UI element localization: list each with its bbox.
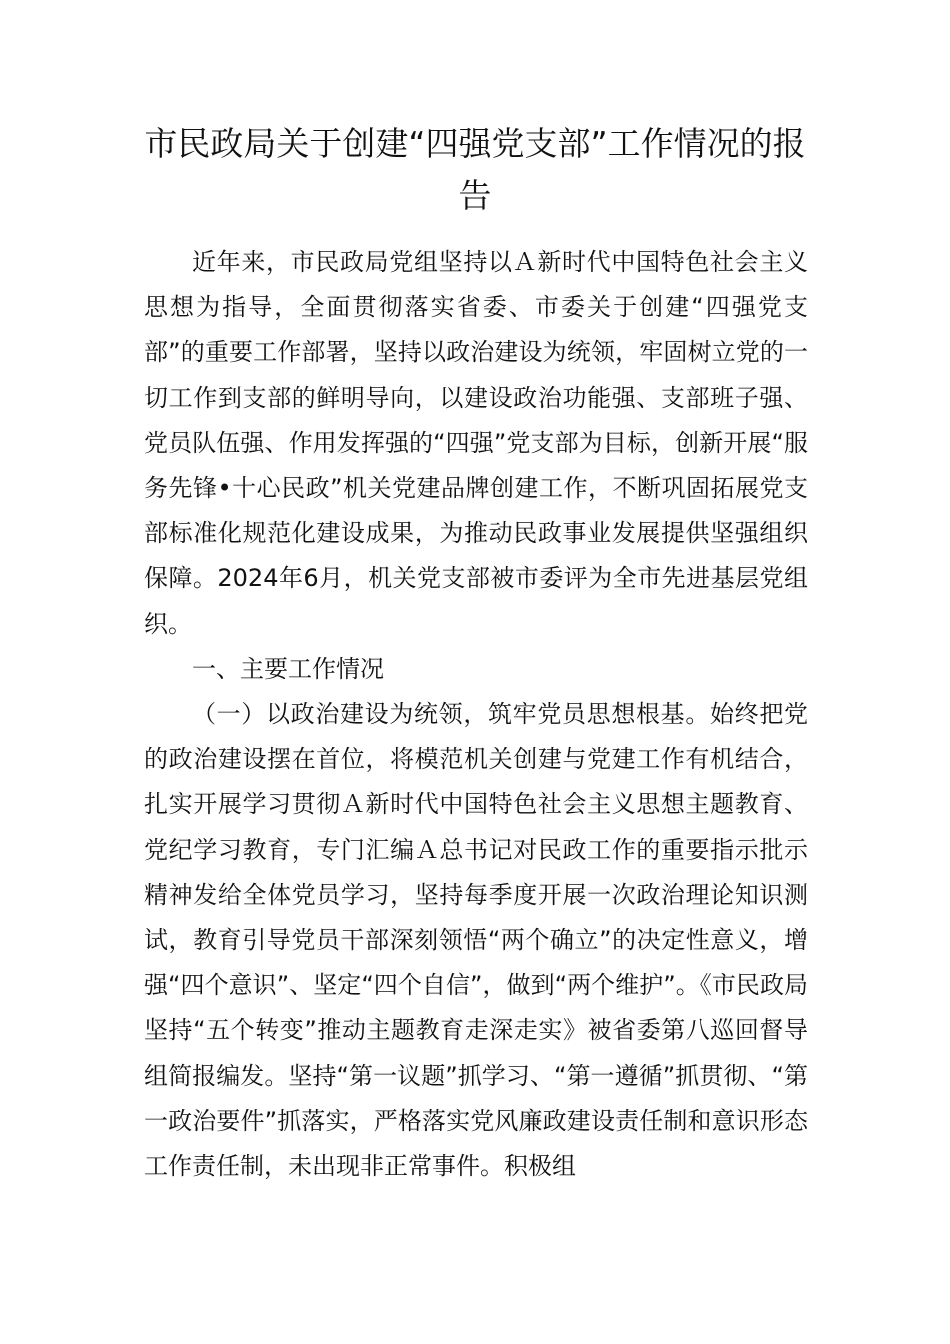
section-heading: 一、主要工作情况 bbox=[192, 654, 384, 683]
section-paragraph: （一）以政治建设为统领，筑牢党员思想根基。始终把党的政治建设摆在首位，将模范机关创建与党建工作有机结合，扎实开展学习贯彻Ａ新时代中国特色社会主义思想主题教育、党纪学习教育，专门汇编Ａ总书记对民政工作的重要指示批示精神发给全体党员学习，坚持每季度开展一次政治理论知识测试，教育引导党员干部深刻领悟“两个确立”的决定性意义，增强“四个意识”、坚定“四个自信”，做到“两个维护”。《市民政局坚持“五个转变”推动主题教育走深走实》被省委第八巡回督导组简报编发。坚持“第一议题”抓学习、“第一遵循”抓贯彻、“第一政治要件”抓落实，严格落实党风廉政建设责任制和意识形态工作责任制，未出现非正常事件。积极组 bbox=[144, 700, 808, 1181]
document-body bbox=[144, 240, 808, 1189]
intro-paragraph: 近年来，市民政局党组坚持以Ａ新时代中国特色社会主义思想为指导，全面贯彻落实省委、市委关于创建“四强党支部”的重要工作部署，坚持以政治建设为统领，牢固树立党的一切工作到支部的鲜明导向，以建设政治功能强、支部班子强、党员队伍强、作用发挥强的“四强”党支部为目标，创新开展“服务先锋•十心民政”机关党建品牌创建工作，不断巩固拓展党支部标准化规范化建设成果，为推动民政事业发展提供坚强组织保障。2024年6月，机关党支部被市委评为全市先进基层党组织。 bbox=[144, 248, 808, 638]
document-title: 市民政局关于创建“四强党支部”工作情况的报告 bbox=[144, 124, 806, 215]
